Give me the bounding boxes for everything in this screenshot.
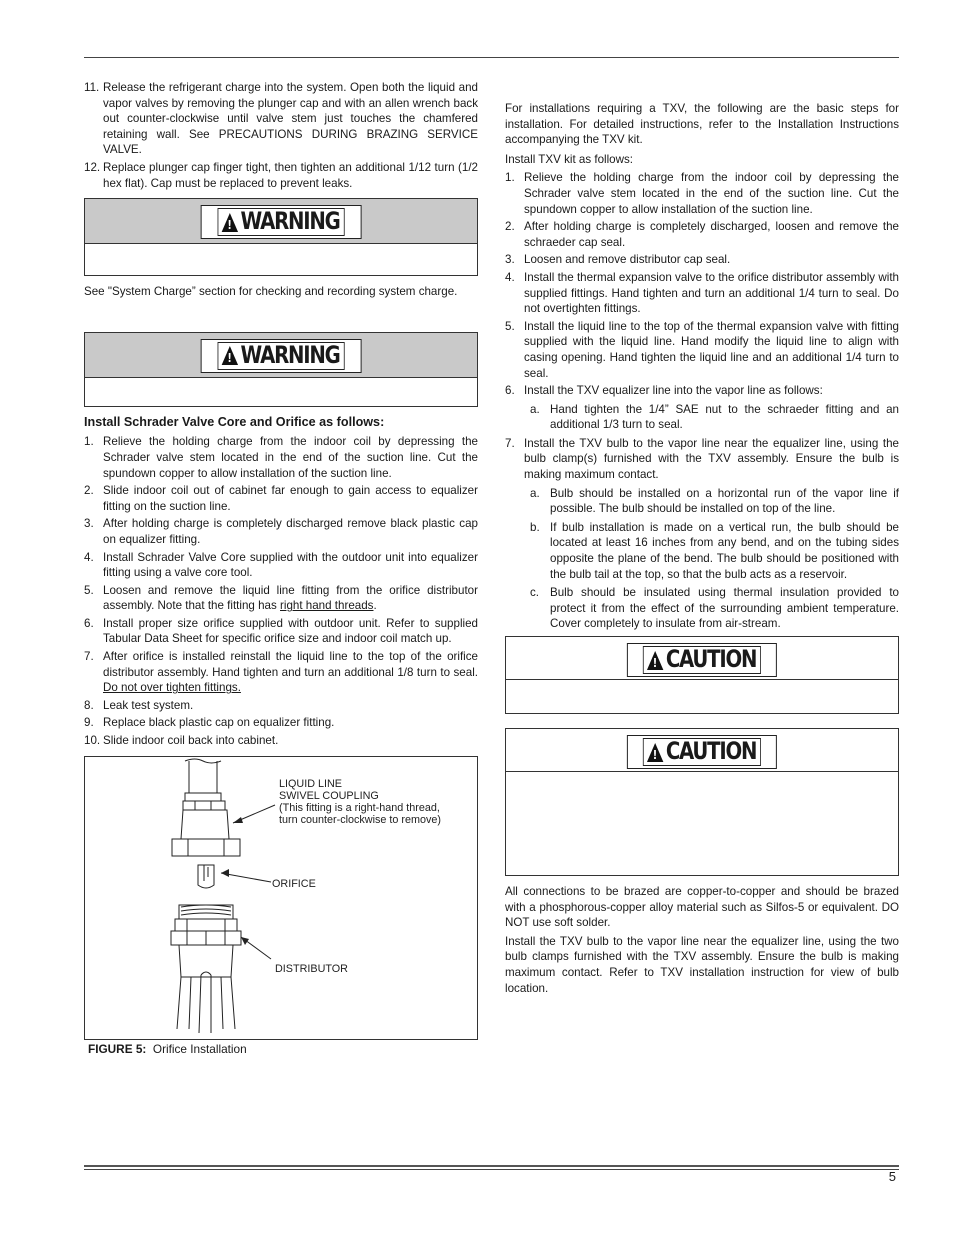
sub-steps (524, 402, 899, 433)
list-item: 12. Replace plunger cap finger tight, then tighten an additional 1/12 turn (1/2 hex flat). Cap must be replaced to prevent leaks. (84, 160, 478, 190)
list-item: 8. Leak test system. (84, 698, 194, 712)
caution-box-1 (505, 636, 899, 714)
bottom-rule-thin (84, 1169, 899, 1170)
bulb-note: Install the TXV bulb to the vapor line near the equalizer line, using the two bulb clamps furnished with the TXV assembly. Ensure the bulb is making maximum contact. Refer to TXV installation instruction for view of bulb location. (505, 934, 899, 995)
sub-steps (524, 486, 899, 632)
warning-box-2 (84, 332, 478, 407)
top-rule (84, 57, 899, 58)
system-charge-note: See "System Charge” section for checking and recording system charge. (84, 285, 458, 299)
schrader-steps (84, 434, 478, 748)
warning-badge: ! WARNING (201, 339, 362, 373)
list-item: 2. After holding charge is completely discharged, loosen and remove the schraeder cap seal. (505, 220, 899, 249)
txv-intro: For installations requiring a TXV, the following are the basic steps for installation. For detailed instructions, refer to the Installation Instructions accompanying the TXV kit. (505, 102, 899, 147)
list-item: 5. Loosen and remove the liquid line fitting from the orifice distributor assembly. Note that the fitting has right hand threads. (84, 583, 478, 613)
list-item: a. Bulb should be installed on a horizontal run of the vapor line if possible. The bulb should be installed on top of the line. (530, 486, 899, 516)
list-item: 7. Install the TXV bulb to the vapor line near the equalizer line, using the bulb clamp(s) furnished with the TXV assembly. Ensure the bulb is making maximum contact. a. Bulb should be installed on a horizontal run of the vapor line if possible. The bulb should be installed on top of the line. b. If bulb installation is made on a vertical run, the bulb should be located at least 16 inches from any bend, and on the tubing sides opposite the plane of the bend. The bulb should be positioned with the bulb tail at the top, so that the bulb acts as a reservoir. c. Bulb should be insulated using thermal insulation provided to protect it from the effect of the surrounding ambient temperature. Cover completely to insulate from air-stream. (505, 436, 899, 631)
list-item: 1. Relieve the holding charge from the indoor coil by depressing the Schrader valve stem located in the end of the suction line. Cut the spundown copper to allow installation of the suction line. (84, 435, 478, 480)
liquid-line-label: LIQUID LINE SWIVEL COUPLING (This fitting is a right-hand thread, turn counter-clockwise to remove) (279, 777, 442, 826)
list-item: a. Hand tighten the 1/4” SAE nut to the schraeder fitting and an additional 1/3 turn to seal. (530, 402, 899, 432)
bottom-rule (84, 1165, 899, 1167)
txv-kit-heading: Install TXV kit as follows: (505, 152, 634, 166)
left-column (84, 80, 478, 1057)
orifice-label: ORIFICE (272, 877, 316, 890)
txv-steps (505, 170, 899, 632)
distributor-label: DISTRIBUTOR (275, 962, 348, 975)
list-item: 4. Install Schrader Valve Core supplied with the outdoor unit into equalizer fitting using a valve core tool. (84, 550, 478, 580)
orifice-figure (84, 756, 478, 1040)
caution-triangle-icon: ! (647, 651, 663, 670)
list-item: 11. Release the refrigerant charge into the system. Open both the liquid and vapor valves by removing the plunger cap and with an allen wrench back out counter-clockwise until valve stem just touches the chamfered retaining wall. See PRECAUTIONS DURING BRAZING SERVICE VALVE. (84, 81, 478, 157)
list-item: c. Bulb should be insulated using thermal insulation provided to protect it from the effect of the surrounding ambient temperature. Cover completely to insulate from air-stream. (530, 586, 899, 631)
brazing-note: All connections to be brazed are copper-to-copper and should be brazed with a phosphorous-copper alloy material such as Silfos-5 or equivalent. DO NOT use soft solder. (505, 885, 899, 930)
warning-triangle-icon: ! (222, 346, 238, 365)
warning-box-1 (84, 198, 478, 276)
list-item: 9. Replace black plastic cap on equalizer fitting. (84, 716, 335, 730)
list-item: 1. Relieve the holding charge from the indoor coil by depressing the Schrader valve stem located in the end of the suction line. Cut the spundown copper to allow installation of the suction line. (505, 171, 899, 216)
right-column (505, 101, 899, 996)
list-item: 3. Loosen and remove distributor cap seal. (505, 253, 731, 267)
caution-triangle-icon: ! (647, 743, 663, 762)
list-item: 5. Install the liquid line to the top of the thermal expansion valve with fitting supplied with the liquid line. Hand modify the liquid line to align with casing opening. Hand tighten the liquid line and an additional 1/4 turn to seal. (505, 319, 899, 380)
list-item: 7. After orifice is installed reinstall the liquid line to the top of the orifice distributor assembly. Hand tighten and turn an additional 1/8 turn to seal. Do not over tighten fittings. (84, 650, 478, 695)
list-item: 3. After holding charge is completely discharged remove black plastic cap on equalizer fitting. (84, 517, 478, 546)
caution-badge: ! CAUTION (627, 643, 777, 677)
warning-triangle-icon: ! (222, 213, 238, 232)
list-item: 6. Install proper size orifice supplied with outdoor unit. Refer to supplied Tabular Data Sheet for specific orifice size and indoor coil match up. (84, 616, 478, 646)
list-item: 6. Install the TXV equalizer line into the vapor line as follows: a. Hand tighten the 1/4” SAE nut to the schraeder fitting and an additional 1/3 turn to seal. (505, 384, 899, 432)
brazing-steps-continued (84, 80, 478, 191)
caution-badge: ! CAUTION (627, 735, 777, 769)
figure-caption: FIGURE 5: Orifice Installation (88, 1041, 247, 1056)
section-heading: Install Schrader Valve Core and Orifice as follows: (84, 414, 385, 429)
warning-badge: ! WARNING (201, 205, 362, 239)
list-item: b. If bulb installation is made on a vertical run, the bulb should be located at least 16 inches from any bend, and on the tubing sides opposite the plane of the bend. The bulb should be positioned with the bulb tail at the top, so that the bulb acts as a reservoir. (530, 520, 899, 581)
page-number: 5 (888, 1169, 896, 1184)
list-item: 2. Slide indoor coil out of cabinet far enough to gain access to equalizer fitting on the suction line. (84, 484, 478, 513)
list-item: 4. Install the thermal expansion valve to the orifice distributor assembly with supplied fittings. Hand tighten and turn an additional 1/4 turn to seal. Do not overtighten fittings. (505, 270, 899, 316)
caution-box-2 (505, 728, 899, 876)
list-item: 10. Slide indoor coil back into cabinet. (84, 734, 279, 748)
